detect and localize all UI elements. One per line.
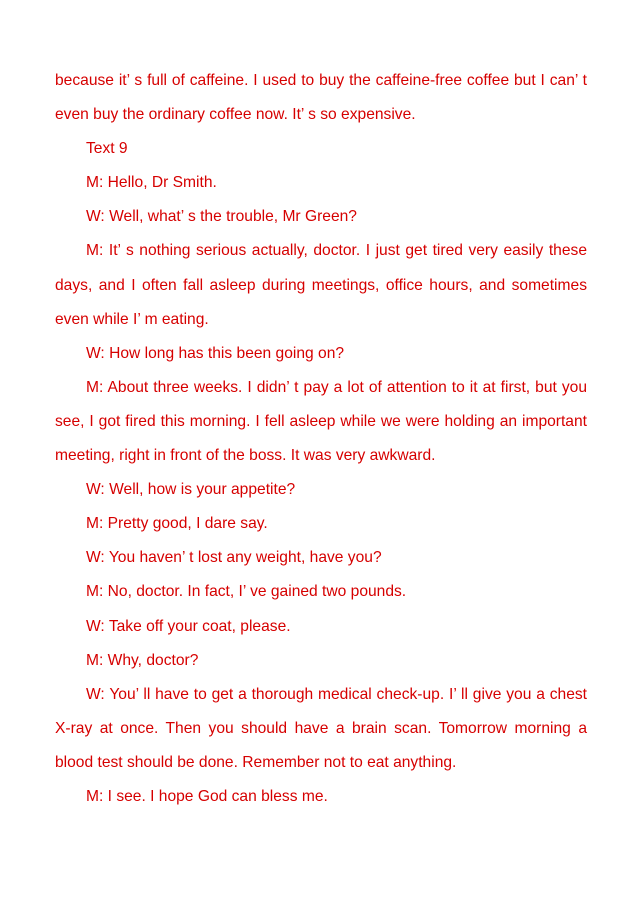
dialogue-line: M: Pretty good, I dare say.: [86, 515, 268, 533]
dialogue-line: W: You’ ll have to get a thorough medical check-up. I’ ll give you a chest X-ray at once. Then you should have a brain scan. Tomorrow morning a blood test should be done. Remember not to eat anything.: [55, 685, 587, 771]
dialogue-line: W: Take off your coat, please.: [86, 617, 291, 635]
dialogue-line: M: About three weeks. I didn’ t pay a lot of attention to it at first, but you see, I got fired this morning. I fell asleep while we were holding an important meeting, right in front of the boss. It was very awkward.: [55, 378, 587, 465]
section-heading-text-9: Text 9: [86, 140, 128, 158]
paragraph-caffeine-continuation: because it’ s full of caffeine. I used to buy the caffeine-free coffee but I can’ t even buy the ordinary coffee now. It’ s so expensive.: [55, 72, 587, 124]
dialogue-line: W: Well, how is your appetite?: [86, 481, 296, 499]
dialogue-line: M: It’ s nothing serious actually, doctor. I just get tired very easily these days, and I often fall asleep during meetings, office hours, and sometimes even while I’ m eating.: [55, 242, 587, 328]
dialogue-line: M: No, doctor. In fact, I’ ve gained two pounds.: [86, 583, 407, 601]
dialogue-line: W: You haven’ t lost any weight, have you?: [86, 549, 382, 567]
dialogue-line: M: Hello, Dr Smith.: [86, 174, 217, 192]
dialogue-line: M: Why, doctor?: [86, 651, 199, 669]
document-body: [55, 64, 587, 814]
dialogue-line: W: Well, what’ s the trouble, Mr Green?: [86, 208, 357, 226]
dialogue-line: W: How long has this been going on?: [86, 344, 345, 362]
dialogue-line: M: I see. I hope God can bless me.: [86, 787, 328, 805]
